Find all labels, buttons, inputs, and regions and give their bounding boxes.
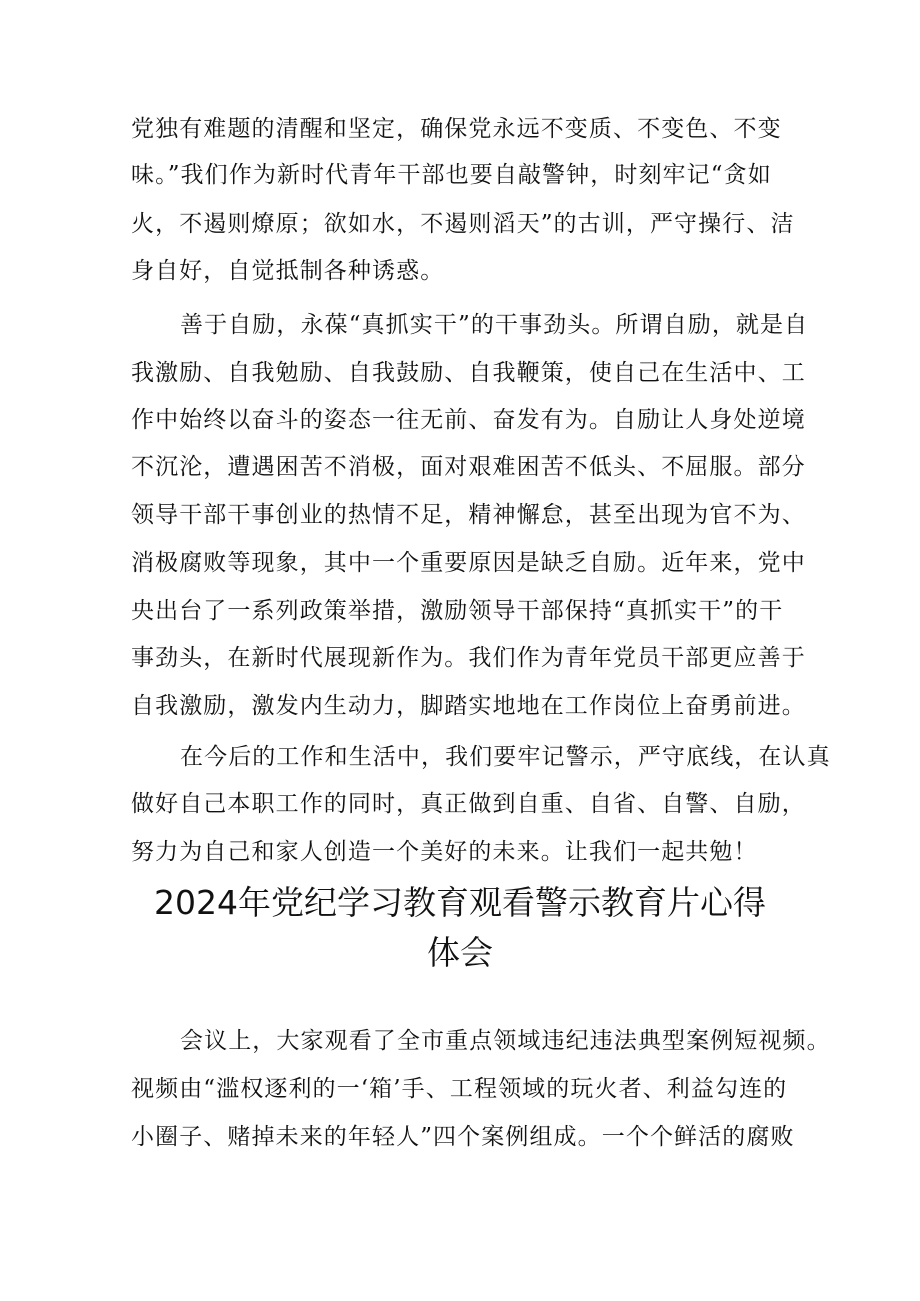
paragraph-line: 小圈子、赌掉未来的年轻人”四个案例组成。一个个鲜活的腐败	[131, 1124, 795, 1150]
paragraph-line: 善于自励，永葆“真抓实干”的干事劲头。所谓自励，就是自	[180, 312, 809, 338]
paragraph-line: 领导干部干事创业的热情不足，精神懈怠，甚至出现为官不为、	[131, 502, 806, 528]
paragraph-line: 视频由“滥权逐利的一‘箱’手、工程领域的玩火者、利益勾连的	[131, 1076, 788, 1102]
paragraph-line: 作中始终以奋斗的姿态一往无前、奋发有为。自励让人身处逆境	[131, 407, 806, 433]
paragraph-line: 火，不遏则燎原；欲如水，不遏则滔天”的古训，严守操行、洁	[131, 211, 795, 237]
paragraph-line: 消极腐败等现象，其中一个重要原因是缺乏自励。近年来，党中	[131, 550, 806, 576]
paragraph-line: 在今后的工作和生活中，我们要牢记警示，严守底线，在认真	[180, 744, 831, 770]
paragraph-line: 努力为自己和家人创造一个美好的未来。让我们一起共勉！	[131, 839, 758, 865]
paragraph-line: 身自好，自觉抵制各种诱惑。	[131, 258, 445, 284]
paragraph-line: 做好自己本职工作的同时，真正做到自重、自省、自警、自励，	[131, 791, 806, 817]
section-title-line-1: 2024年党纪学习教育观看警示教育片心得	[154, 883, 766, 922]
paragraph-line: 我激励、自我勉励、自我鼓励、自我鞭策，使自己在生活中、工	[131, 360, 806, 386]
paragraph-line: 党独有难题的清醒和坚定，确保党永远不变质、不变色、不变	[131, 116, 782, 142]
paragraph-line: 自我激励，激发内生动力，脚踏实地地在工作岗位上奋勇前进。	[131, 693, 806, 719]
paragraph-line: 味。”我们作为新时代青年干部也要自敲警钟，时刻牢记“贪如	[131, 162, 772, 188]
paragraph-line: 会议上，大家观看了全市重点领域违纪违法典型案例短视频。	[180, 1028, 831, 1054]
paragraph-line: 不沉沦，遭遇困苦不消极，面对艰难困苦不低头、不屈服。部分	[131, 454, 806, 480]
section-title-line-2: 体会	[427, 933, 493, 972]
paragraph-line: 央出台了一系列政策举措，激励领导干部保持“真抓实干”的干	[131, 598, 784, 624]
paragraph-line: 事劲头，在新时代展现新作为。我们作为青年党员干部更应善于	[131, 645, 806, 671]
